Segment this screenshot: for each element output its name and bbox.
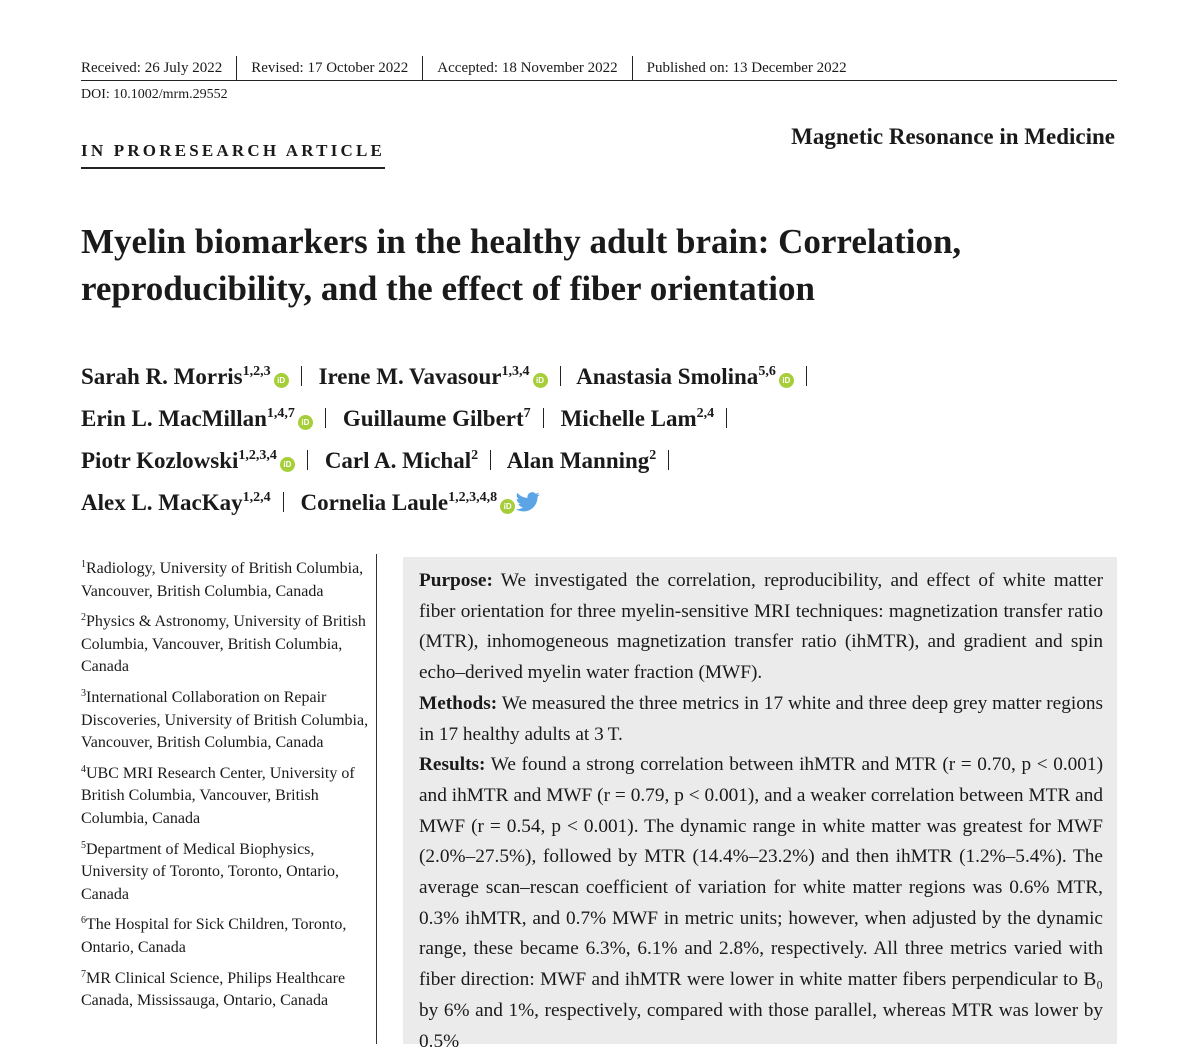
author[interactable]: Guillaume Gilbert$^7$	[342, 406, 531, 431]
author-separator	[307, 450, 308, 470]
author-separator	[283, 492, 284, 512]
orcid-icon[interactable]: iD	[779, 373, 794, 388]
orcid-icon[interactable]: iD	[500, 499, 515, 514]
received-date: Received: 26 July 2022	[81, 59, 223, 76]
affiliation: $^2$Physics & Astronomy, University of British Columbia, Vancouver, British Columbia, Canada	[81, 612, 366, 676]
author[interactable]: Sarah R. Morris$^{1,2,3}$	[81, 364, 271, 389]
affiliations	[81, 554, 377, 1044]
published-date: Published on: 13 December 2022	[632, 56, 861, 80]
abstract-results: Results: We found a strong correlation between ihMTR and MTR (r = 0.70, p < 0.001) and ihMTR and MWF (r = 0.79, p < 0.001), and a weaker correlation between MTR and MWF (r = 0.54, p < 0.001). The dynamic range in white matter was greatest for MWF (2.0%–27.5%), followed by MTR (14.4%–23.2%) and then ihMTR (1.2%–5.4%). The average scan–rescan coefficient of variation for white matter regions was 0.6% MTR, 0.3% ihMTR, and 0.7% MWF in metric units; however, when adjusted by the dynamic range, these became 6.3%, 6.1% and 2.8%, respectively. All three metrics varied with fiber direction: MWF and ihMTR were lower in white matter fibers perpendicular to B₀ by 6% and 1%, respectively, compared with those parallel, whereas MTR was lower by 0.5%	[419, 754, 1103, 1052]
author-separator	[490, 450, 491, 470]
abstract-purpose: Purpose: We investigated the correlation, reproducibility, and effect of white matter fiber orientation for three myelin-sensitive MRI techniques: magnetization transfer ratio (MTR), inhomogeneous magnetization transfer ratio (ihMTR), and gradient and spin echo–derived myelin water fraction (MWF).	[419, 570, 1103, 684]
author[interactable]: Carl A. Michal$^2$	[324, 448, 479, 473]
author[interactable]: Anastasia Smolina$^{5,6}$	[576, 364, 776, 389]
author-list	[81, 353, 1121, 521]
author-separator	[806, 366, 807, 386]
article-type: IN PRORESEARCH ARTICLE	[81, 141, 385, 169]
orcid-icon[interactable]: iD	[280, 457, 295, 472]
affiliation: $^3$International Collaboration on Repair Discoveries, University of British Columbia, Vancouver, British Columbia, Canada	[81, 687, 369, 752]
author-separator	[560, 366, 561, 386]
affiliation: $^1$Radiology, University of British Columbia, Vancouver, British Columbia, Canada	[81, 559, 364, 600]
twitter-icon[interactable]	[516, 492, 540, 512]
author-separator	[543, 408, 544, 428]
author-separator	[325, 408, 326, 428]
publication-dates	[81, 56, 1117, 81]
author[interactable]: Irene M. Vavasour$^{1,3,4}$	[318, 364, 530, 389]
author[interactable]: Piotr Kozlowski$^{1,2,3,4}$	[81, 448, 277, 473]
author[interactable]: Cornelia Laule$^{1,2,3,4,8}$	[300, 490, 498, 515]
revised-date: Revised: 17 October 2022	[236, 56, 422, 80]
doi[interactable]: DOI: 10.1002/mrm.29552	[81, 87, 228, 102]
journal-name: Magnetic Resonance in Medicine	[791, 124, 1115, 149]
affiliation: $^6$The Hospital for Sick Children, Toronto, Ontario, Canada	[81, 915, 347, 956]
author[interactable]: Erin L. MacMillan$^{1,4,7}$	[81, 406, 295, 431]
orcid-icon[interactable]: iD	[533, 373, 548, 388]
affiliation: $^4$UBC MRI Research Center, University of British Columbia, Vancouver, British Columbia, Canada	[81, 763, 355, 827]
orcid-icon[interactable]: iD	[298, 415, 313, 430]
author-separator	[668, 450, 669, 470]
accepted-date: Accepted: 18 November 2022	[422, 56, 631, 80]
author[interactable]: Alan Manning$^2$	[506, 448, 657, 473]
paper-title: Myelin biomarkers in the healthy adult brain: Correlation, reproducibility, and the effect of fiber orientation	[81, 222, 962, 308]
author-separator	[726, 408, 727, 428]
abstract-methods: Methods: We measured the three metrics in 17 white and three deep grey matter regions in 17 healthy adults at 3 T.	[419, 692, 1103, 745]
affiliation: $^5$Department of Medical Biophysics, University of Toronto, Toronto, Ontario, Canada	[81, 839, 340, 903]
author[interactable]: Michelle Lam$^{2,4}$	[560, 406, 715, 431]
abstract-box	[403, 557, 1117, 1052]
author-separator	[301, 366, 302, 386]
author[interactable]: Alex L. MacKay$^{1,2,4}$	[81, 490, 271, 515]
affiliation: $^7$MR Clinical Science, Philips Healthcare Canada, Mississauga, Ontario, Canada	[81, 968, 346, 1010]
orcid-icon[interactable]: iD	[274, 373, 289, 388]
